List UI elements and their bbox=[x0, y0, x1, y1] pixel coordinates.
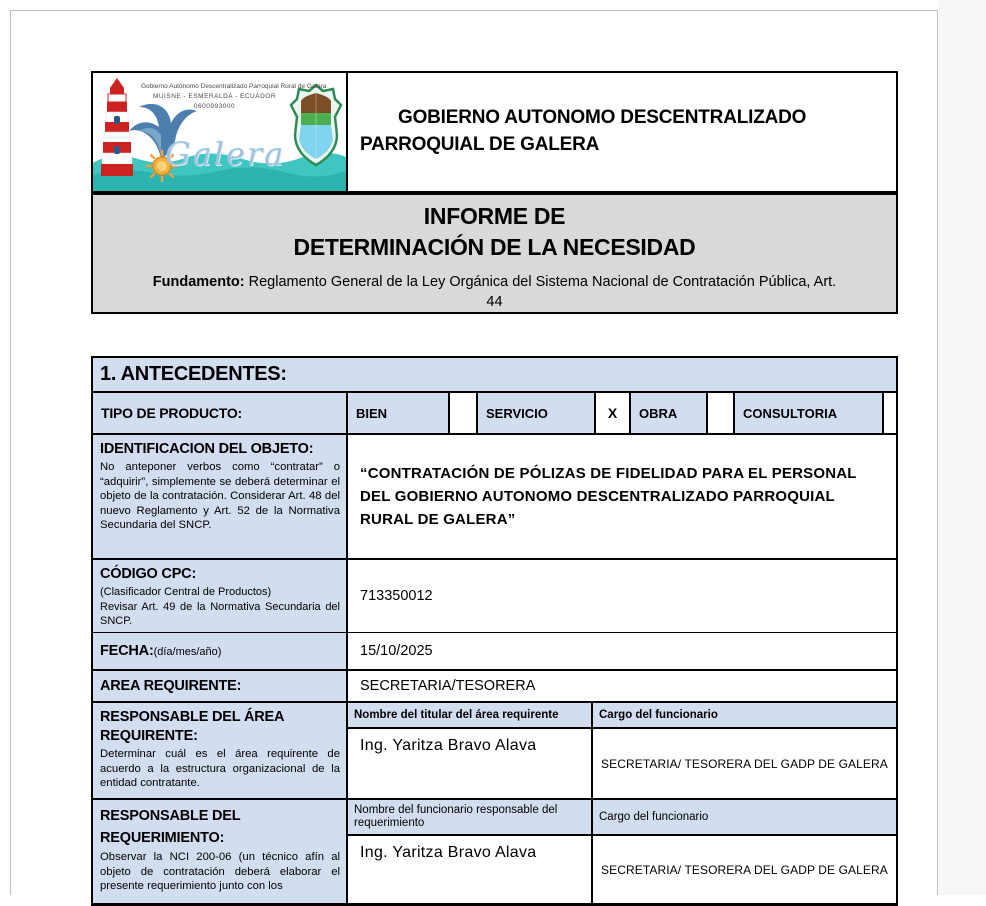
logo-location: MUISNE - ESMERALDA - ECUADOR bbox=[152, 93, 277, 100]
identificacion-label: IDENTIFICACION DEL OBJETO: bbox=[100, 441, 314, 457]
identificacion-note: No anteponer verbos como “contratar” o “adquirir”, simplemente se deberá determinar el objeto de la contratación. Considerar Art. 48 del nuevo Reglamento y Art. 52 de la Normativa Secundaria del SNCP. bbox=[100, 461, 340, 531]
responsable-requerimiento-row bbox=[93, 800, 896, 903]
antecedentes-table bbox=[91, 356, 898, 906]
option-bien: BIEN bbox=[356, 405, 388, 421]
checkbox-obra bbox=[708, 393, 733, 433]
option-obra: OBRA bbox=[639, 405, 678, 421]
logo-script-name: Galera bbox=[165, 135, 286, 173]
fundamento-line bbox=[93, 272, 896, 292]
option-consultoria: CONSULTORIA bbox=[743, 405, 838, 421]
section-header-row bbox=[93, 358, 896, 391]
page-margin-area bbox=[939, 0, 986, 895]
codigo-cpc-label: CÓDIGO CPC: bbox=[100, 566, 197, 582]
funcionario-header: Nombre del funcionario responsable del requerimiento bbox=[348, 800, 591, 834]
responsable-area-label2: REQUIRENTE: bbox=[100, 728, 198, 744]
document-page bbox=[10, 10, 938, 895]
org-title-cell bbox=[348, 73, 896, 191]
area-requirente-row bbox=[93, 671, 896, 701]
tipo-producto-label: TIPO DE PRODUCTO: bbox=[101, 405, 243, 421]
report-title-banner bbox=[91, 193, 898, 314]
report-title-line1: INFORME DE bbox=[423, 203, 566, 229]
objeto-contratacion-value: “CONTRATACIÓN DE PÓLIZAS DE FIDELIDAD PARA EL PERSONAL DEL GOBIERNO AUTONOMO DESCENTRALIZADO PARROQUIAL RURAL DE GALERA” bbox=[360, 465, 857, 528]
responsable-req-label1: RESPONSABLE DEL bbox=[100, 808, 241, 824]
responsable-area-note: Determinar cuál es el área requirente de acuerdo a la estructura organizacional de la entidad contratante. bbox=[100, 748, 340, 789]
fundamento-line2: 44 bbox=[486, 294, 503, 310]
area-requirente-value: SECRETARIA/TESORERA bbox=[360, 678, 536, 694]
fundamento-label: Fundamento: bbox=[152, 274, 245, 290]
cargo-header: Cargo del funcionario bbox=[593, 703, 896, 727]
fundamento-text: Reglamento General de la Ley Orgánica del Sistema Nacional de Contratación Pública, Art. bbox=[244, 274, 837, 290]
codigo-cpc-value: 713350012 bbox=[360, 588, 433, 604]
titular-header: Nombre del titular del área requirente bbox=[348, 703, 591, 727]
report-title-line2: DETERMINACIÓN DE LA NECESIDAD bbox=[293, 234, 696, 260]
responsable-req-cargo: SECRETARIA/ TESORERA DEL GADP DE GALERA bbox=[601, 862, 888, 877]
responsable-area-label1: RESPONSABLE DEL ÁREA bbox=[100, 709, 285, 725]
checkbox-bien bbox=[450, 393, 476, 433]
identificacion-row bbox=[93, 435, 896, 558]
option-servicio: SERVICIO bbox=[486, 405, 548, 421]
checkbox-consultoria bbox=[884, 393, 896, 433]
org-title: GOBIERNO AUTONOMO DESCENTRALIZADO PARROQUIAL DE GALERA bbox=[360, 107, 807, 155]
responsable-req-label2: REQUERIMIENTO: bbox=[100, 830, 225, 846]
logo-text-block bbox=[141, 82, 327, 112]
fecha-label: FECHA: bbox=[100, 643, 154, 659]
responsable-area-cargo: SECRETARIA/ TESORERA DEL GADP DE GALERA bbox=[601, 756, 888, 771]
crest-icon bbox=[289, 83, 343, 167]
codigo-cpc-note2: Revisar Art. 49 de la Normativa Secundaria del SNCP. bbox=[100, 601, 340, 627]
responsable-area-name: Ing. Yaritza Bravo Alava bbox=[360, 737, 537, 754]
fecha-value: 15/10/2025 bbox=[360, 643, 433, 659]
responsable-area-row bbox=[93, 703, 896, 798]
responsable-req-name: Ing. Yaritza Bravo Alava bbox=[360, 844, 537, 861]
area-requirente-label: AREA REQUIRENTE: bbox=[100, 678, 242, 694]
codigo-cpc-row bbox=[93, 560, 896, 631]
header-table bbox=[91, 71, 898, 193]
checkbox-servicio: X bbox=[596, 393, 629, 433]
codigo-cpc-note1: (Clasificador Central de Productos) bbox=[100, 586, 272, 598]
fecha-note: (día/mes/año) bbox=[153, 645, 222, 658]
responsable-req-note: Observar la NCI 200-06 (un técnico afín al objeto de contratación deberá elaborar el presente requerimiento junto con los bbox=[100, 851, 340, 892]
tipo-producto-row bbox=[93, 393, 896, 433]
logo-cell bbox=[93, 73, 346, 191]
logo-phone: 0600993000 bbox=[193, 103, 236, 110]
section-title: 1. ANTECEDENTES: bbox=[100, 363, 287, 385]
cargo-header-2: Cargo del funcionario bbox=[593, 800, 896, 834]
logo-org-name: Gobierno Autónomo Descentralizado Parroquial Rural de Galera bbox=[141, 83, 327, 90]
fecha-row bbox=[93, 633, 896, 669]
